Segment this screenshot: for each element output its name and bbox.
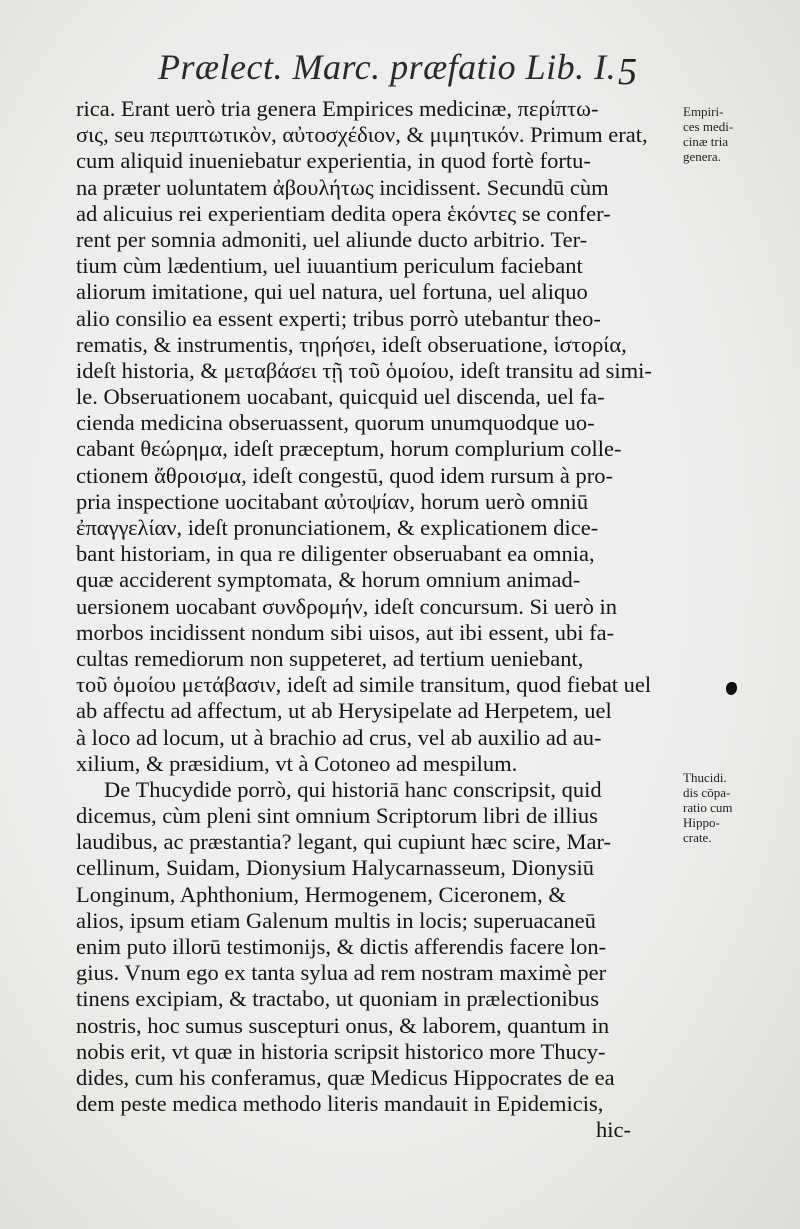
text-line: τοῦ ὁμοίου μετάβασιν, ideſt ad simile transitum, quod fiebat uel [76,672,652,698]
text-line: quæ acciderent symptomata, & horum omnium animad- [76,567,581,593]
text-line: ἐπαγγελίαν, ideſt pronunciationem, & explicationem dice- [76,515,599,540]
text-line: Longinum, Aphthonium, Hermogenem, Ciceronem, & [76,881,566,907]
text-line: ad alicuius rei experientiam dedita opera ἑκόντες se confer- [76,200,611,226]
body-text [76,96,678,1144]
text-line: rica. Erant uerò tria genera Empirices medicinæ, περίπτω- [76,96,599,121]
running-head: Prælect. Marc. præfatio Lib. I. [158,47,617,87]
text-line: alio consilio ea essent experti; tribus porrò utebantur theo- [76,305,601,331]
paragraph-start-line: De Thucydide porrò, qui historiā hanc conscripsit, quid [104,776,602,802]
text-line: ideſt historia, & μεταβάσει τῇ τοῦ ὁμοίου, ideſt transitu ad simi- [76,357,652,383]
margin-note-line: crate. [683,830,712,845]
margin-note-line: genera. [683,149,721,164]
margin-note-line: Thucidi. [683,770,727,785]
margin-note-line: ratio cum [683,800,733,815]
margin-note-line: dis cōpa- [683,785,731,800]
text-line: xilium, & præsidium, vt à Cotoneo ad mespilum. [76,750,518,776]
text-line: cabant θεώρημα, ideſt præceptum, horum complurium colle- [76,436,622,462]
text-line: nostris, hoc sumus suscepturi onus, & laborem, quantum in [76,1012,610,1038]
text-line: tium cùm lædentium, uel iuuantium periculum faciebant [76,253,583,279]
catchword: hic- [596,1117,631,1143]
text-line: tinens excipiam, & tractabo, ut quoniam in prælectionibus [76,986,600,1012]
margin-note-line: Empiri- [683,104,724,119]
text-line: laudibus, ac præstantia? legant, qui cupiunt hæc scire, Mar- [76,829,612,855]
text-line: le. Obseruationem uocabant, quicquid uel discenda, uel fa- [76,384,605,410]
text-line: morbos incidissent nondum sibi uisos, aut ibi essent, ubi fa- [76,619,615,645]
text-line: enim puto illorū testimonijs, & dictis afferendis facere lon- [76,934,607,959]
text-line: ctionem ἄθροισμα, ideſt congestū, quod idem rursum à pro- [76,462,613,488]
text-line: rematis, & instrumentis, τηρήσει, ideſt obseruatione, ἱστορία, [76,331,627,357]
text-line: nobis erit, vt quæ in historia scripsit historico more Thucy- [76,1038,606,1064]
text-line: rent per somnia admoniti, uel aliunde ducto arbitrio. Ter- [76,226,588,252]
text-line: dem peste medica methodo literis mandauit in Epidemicis, [76,1091,604,1117]
text-line: σις, seu περιπτωτικὸν, αὐτοσχέδιον, & μιμητικόν. Primum erat, [76,122,648,148]
text-line: cellinum, Suidam, Dionysium Halycarnasseum, Dionysiū [76,855,595,881]
margin-note-line: ces medi- [683,119,734,134]
margin-note-thucydides [683,770,783,845]
text-line: aliorum imitatione, qui uel natura, uel fortuna, uel aliquo [76,279,588,305]
text-line: cienda medicina obseruassent, quorum unumquodque uo- [76,410,595,436]
page-number: 5 [618,51,637,93]
text-line: uersionem uocabant συνδρομήν, ideſt concursum. Si uerò in [76,593,618,619]
text-line: cultas remediorum non suppeteret, ad tertium ueniebant, [76,645,584,671]
text-line: à loco ad locum, ut à brachio ad crus, vel ab auxilio ad au- [76,724,602,750]
text-line: alios, ipsum etiam Galenum multis in locis; superuacaneū [76,907,596,933]
text-line: na præter uoluntatem ἀβουλήτως incidissent. Secundū cùm [76,174,609,200]
text-line: dicemus, cùm pleni sint omnium Scriptorum libri de illius [76,803,598,829]
text-line: gius. Vnum ego ex tanta sylua ad rem nostram maximè per [76,960,607,986]
text-line: ab affectu ad affectum, ut ab Herysipelate ad Herpetem, uel [76,698,612,724]
margin-note-line: cinæ tria [683,134,729,149]
text-line: cum aliquid inueniebatur experientia, in quod fortè fortu- [76,148,591,174]
text-line: dides, cum his conferamus, quæ Medicus Hippocrates de ea [76,1064,615,1090]
text-line: pria inspectione uocitabant αὐτοψίαν, horum uerò omniū [76,488,589,514]
text-line: bant historiam, in qua re diligenter obseruabant ea omnia, [76,541,595,567]
margin-note-empirics [683,104,783,164]
ink-blot [726,682,737,695]
margin-note-line: Hippo- [683,815,720,830]
